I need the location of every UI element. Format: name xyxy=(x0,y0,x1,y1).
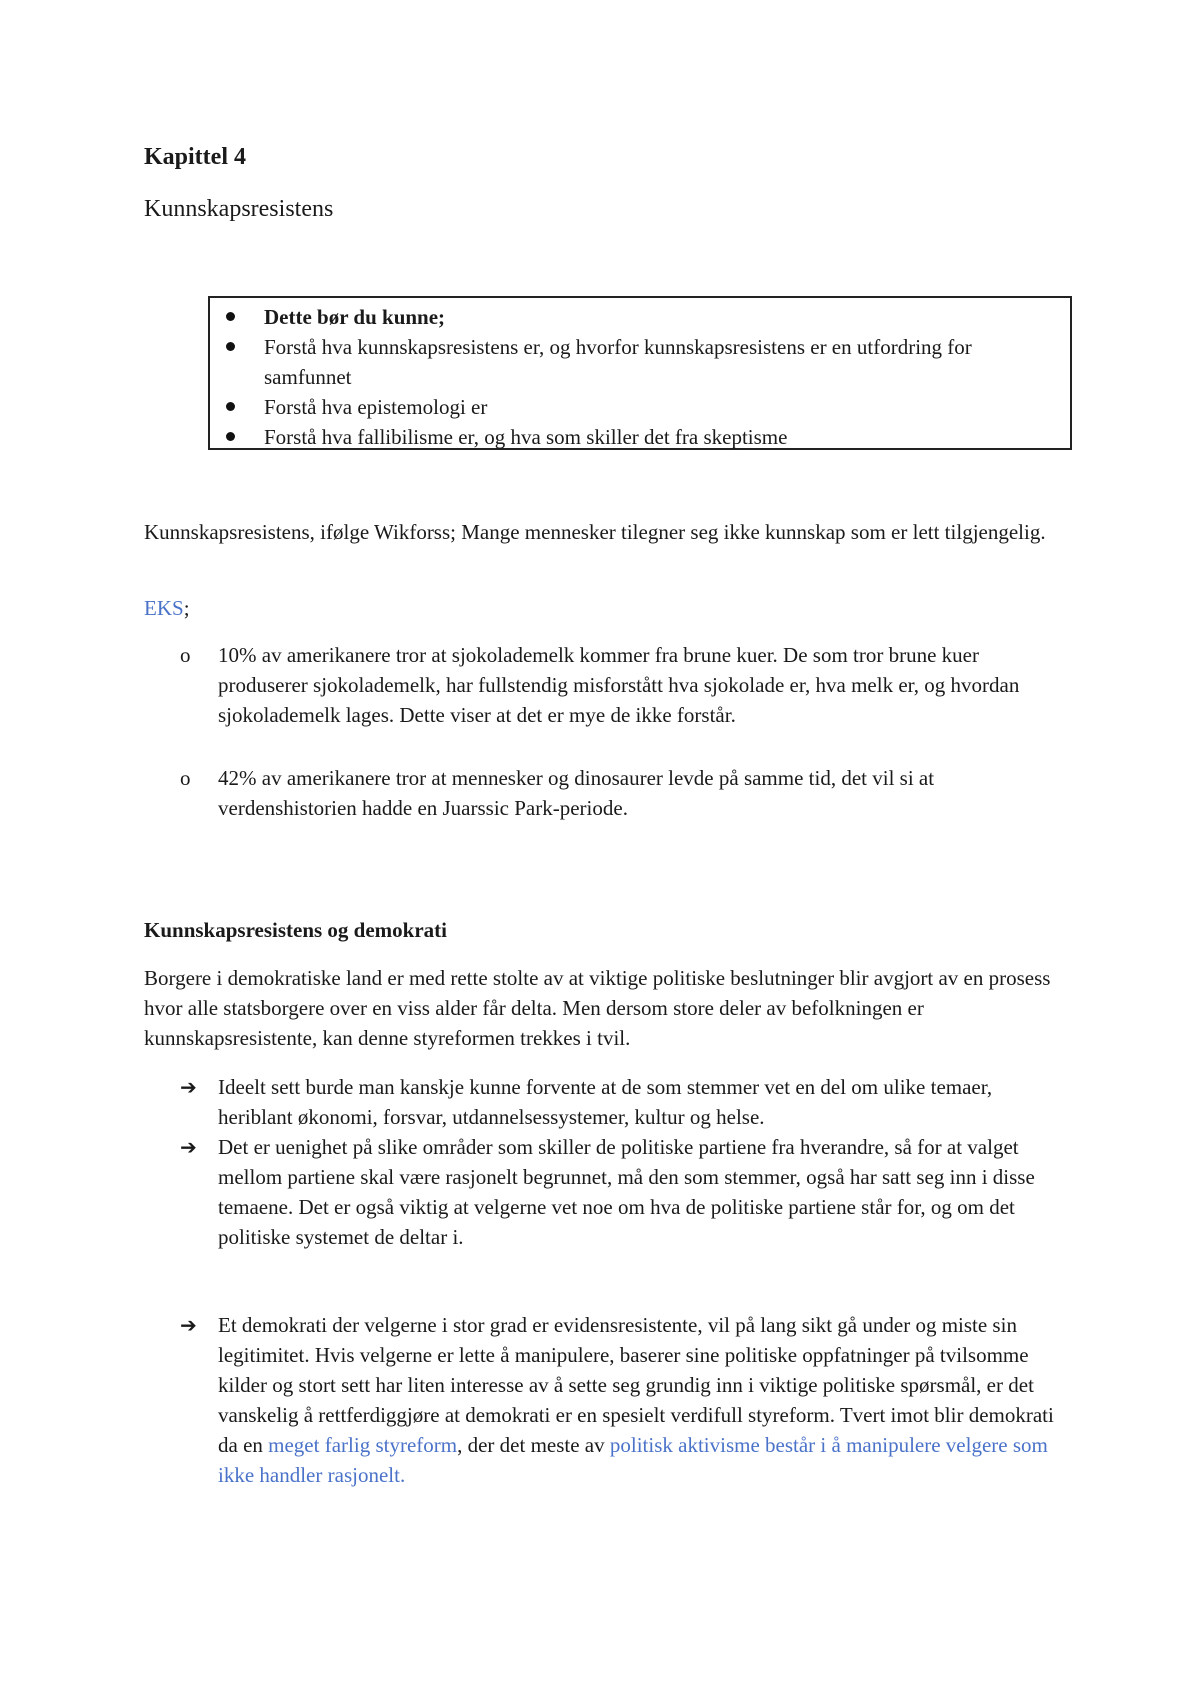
bullet-icon xyxy=(226,402,235,411)
highlight-link[interactable]: meget farlig styreform xyxy=(268,1433,458,1457)
circle-bullet-icon: o xyxy=(180,766,191,790)
chapter-title: Kapittel 4 xyxy=(144,144,246,170)
bullet-icon xyxy=(226,312,235,321)
example-list xyxy=(144,763,1064,823)
arrow-list xyxy=(144,1310,1064,1490)
learning-goal-item xyxy=(220,332,1060,392)
bullet-icon xyxy=(226,432,235,441)
learning-goals-heading-text: Dette bør du kunne; xyxy=(264,305,446,329)
arrow-item xyxy=(144,1310,1064,1490)
example-item xyxy=(144,763,1064,823)
example-separator: ; xyxy=(183,596,190,620)
final-text-part: . xyxy=(399,1463,406,1487)
section-paragraph: Borgere i demokratiske land er med rette stolte av at viktige politiske beslutninger blir avgjort av en prosess hvor alle statsborgere over en viss alder får delta. Men dersom store deler av befolkningen er kunnskapsresistente, kan denne styreformen trekkes i tvil. xyxy=(144,966,1051,1050)
example-item-text: 42% av amerikanere tror at mennesker og dinosaurer levde på samme tid, det vil si at verdenshistorien hadde en Juarssic Park-periode. xyxy=(218,766,935,820)
final-text-part: , der det meste av xyxy=(457,1433,610,1457)
arrow-item-text: Det er uenighet på slike områder som skiller de politiske partiene fra hverandre, så for at valget mellom partiene skal være rasjonelt begrunnet, må den som stemmer, også har satt seg inn i disse temaene. Det er også viktig at velgerne vet noe om hva de politiske partiene står for, og om det politiske systemet de deltar i. xyxy=(218,1135,1035,1249)
bullet-icon xyxy=(226,342,235,351)
learning-goal-item xyxy=(220,392,1060,422)
learning-goal-text: Forstå hva fallibilisme er, og hva som skiller det fra skeptisme xyxy=(264,425,788,449)
arrow-item-text: Ideelt sett burde man kanskje kunne forvente at de som stemmer vet en del om ulike temaer, heriblant økonomi, forsvar, utdannelsessystemer, kultur og helse. xyxy=(218,1075,993,1129)
chapter-subtitle: Kunnskapsresistens xyxy=(144,196,334,222)
example-list xyxy=(144,640,1064,730)
example-label xyxy=(144,593,190,623)
example-item-text: 10% av amerikanere tror at sjokolademelk kommer fra brune kuer. De som tror brune kuer produserer sjokolademelk, har fullstendig misforstått hva sjokolade er, hva melk er, og hvordan sjokolademelk lages. Dette viser at det er mye de ikke forstår. xyxy=(218,643,1020,727)
section-heading: Kunnskapsresistens og demokrati xyxy=(144,918,448,942)
arrow-right-icon: ➔ xyxy=(180,1075,197,1099)
arrow-list xyxy=(144,1072,1064,1252)
learning-goals-heading xyxy=(220,302,1060,332)
arrow-right-icon: ➔ xyxy=(180,1135,197,1159)
intro-paragraph: Kunnskapsresistens, ifølge Wikforss; Mange mennesker tilegner seg ikke kunnskap som er lett tilgjengelig. xyxy=(144,520,1046,544)
learning-goal-text: Forstå hva kunnskapsresistens er, og hvorfor kunnskapsresistens er en utfordring for samfunnet xyxy=(264,335,972,389)
arrow-item xyxy=(144,1072,1064,1132)
arrow-item xyxy=(144,1132,1064,1252)
learning-goal-item xyxy=(220,422,1060,452)
circle-bullet-icon: o xyxy=(180,643,191,667)
learning-goals-box xyxy=(208,296,1072,450)
example-label-text: EKS xyxy=(144,596,184,620)
arrow-right-icon: ➔ xyxy=(180,1313,197,1337)
arrow-item-text xyxy=(218,1313,1054,1487)
example-item xyxy=(144,640,1064,730)
learning-goal-text: Forstå hva epistemologi er xyxy=(264,395,488,419)
highlight-link[interactable]: politisk aktivisme består i å manipulere velgere som ikke handler rasjonelt xyxy=(218,1433,1048,1487)
learning-goals-list xyxy=(220,302,1060,452)
final-text-part: Et demokrati der velgerne i stor grad er evidensresistente, vil på lang sikt gå under og miste sin legitimitet. Hvis velgerne er lette å manipulere, baserer sine politiske oppfatninger på tvilsomme kilder og stort sett har liten interesse av å sette seg grundig inn i viktige politiske spørsmål, er det vanskelig å rettferdiggjøre at demokrati er en spesielt verdifull styreform. Tvert imot blir demokrati da en xyxy=(218,1313,1054,1457)
